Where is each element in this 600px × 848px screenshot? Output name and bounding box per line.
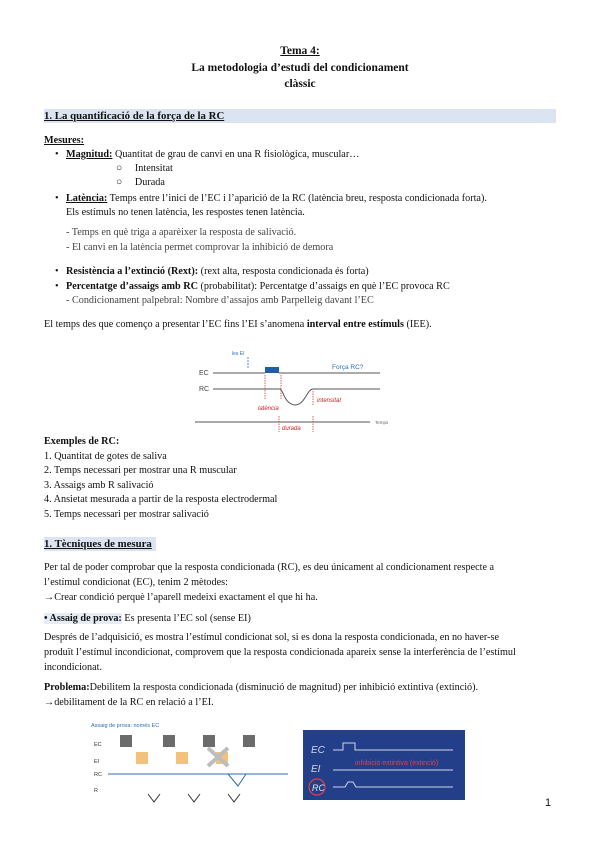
problema-line-1: Problema:Debilitem la resposta condicionada (disminució de magnitud) per inhibició extintiva (extinció). (44, 682, 479, 693)
diagram1-label-intensitat: intensitat (317, 398, 342, 404)
diagram2-row-r: R (94, 788, 98, 794)
diagram3-label-ec: EC (311, 745, 325, 756)
exemple-item-5: 5. Temps necessari per mostrar salivació (44, 509, 209, 520)
percentatge-note: - Condicionament palpebral: Nombre d’assajos amb Parpelleig davant l’EC (66, 295, 374, 306)
diagram3-label-ei: EI (311, 764, 321, 775)
diagram2-row-ei: EI (94, 759, 100, 765)
diagram-latency-intensity (195, 346, 410, 432)
diagram2-row-ec: EC (94, 742, 102, 748)
diagram1-label-durada: durada (282, 426, 301, 432)
diagram-inhibicio-extintiva (303, 730, 465, 800)
latencia-note-1: - Temps en què triga a aparèixer la resposta de salivació. (66, 227, 297, 238)
diagram1-label-ec: EC (199, 370, 209, 377)
diagram-assaig-de-prova (88, 720, 293, 810)
latencia-line-2: Els estímuls no tenen latència, les respostes tenen latència. (66, 207, 305, 218)
intro-line-2: l’estímul condicionat (EC), tenim 2 mètodes: (44, 577, 228, 588)
exemples-heading: Exemples de RC: (44, 436, 120, 447)
sub-item-intensitat: ○ Intensitat (116, 163, 173, 174)
bullet-latencia: • Latència: Temps entre l’inici de l’EC i l’aparició de la RC (latència breu, resposta condicionada forta). (66, 192, 586, 205)
page-number: 1 (545, 797, 552, 809)
diagram1-rc-curve (213, 389, 380, 405)
assaig-de-prova: • Assaig de prova: Es presenta l’EC sol (sense EI) (44, 613, 251, 624)
diagram2-title: Assaig de prova: només EC (91, 723, 160, 729)
page-title (0, 44, 600, 59)
diagram1-label-latencia: latència (258, 406, 279, 412)
title-line-2: La metodologia d’estudi del condicionament (191, 62, 409, 74)
sub-item-durada: ○ Durada (116, 177, 165, 188)
diagram2-row-rc: RC (94, 772, 102, 778)
diagram1-label-forca: Força RC? (332, 364, 364, 371)
desc-line-3: incondicionat. (44, 662, 102, 673)
intro-line-3: →Crear condició perquè l’aparell medeixi exactament el que hi ha. (44, 592, 318, 603)
exemple-item-4: 4. Ansietat mesurada a partir de la resposta electrodermal (44, 494, 278, 505)
iee-paragraph: El temps des que començo a presentar l’EC fins l’EI s’anomena interval entre estímuls (IEE). (44, 319, 432, 330)
exemple-item-2: 2. Temps necessari per mostrar una R muscular (44, 465, 237, 476)
title-line-1: Tema 4: (280, 45, 320, 57)
bullet-magnitud: • Magnitud: Quantitat de grau de canvi en una R fisiològica, muscular… (66, 148, 586, 161)
desc-line-1: Després de l’adquisició, es mostra l’estímul condicionat sol, si es dona la resposta condicionada, en no haver-se (44, 632, 499, 643)
problema-line-2: →debilitament de la RC en relació a l’EI. (44, 697, 214, 708)
exemple-item-3: 3. Assaigs amb R salivació (44, 480, 154, 491)
section-heading-2: 1. Tècniques de mesura (44, 537, 156, 551)
bullet-percentatge: • Percentatge d’assaigs amb RC (probabilitat): Percentatge d’assaigs en què l’EC provoca RC (66, 280, 586, 293)
section-heading-1: 1. La quantificació de la força de la RC (44, 109, 556, 123)
desc-line-2: produït l’estímul incondicionat, comprovem que la resposta condicionada apareix sense la interferència de l’estímul (44, 647, 516, 658)
exemple-item-1: 1. Quantitat de gotes de saliva (44, 451, 167, 462)
diagram3-label-rc: RC (312, 783, 325, 793)
latencia-note-2: - El canvi en la latència permet comprovar la inhibició de demora (66, 242, 334, 253)
bullet-resistencia: • Resistència a l’extinció (Rext): (rext alta, resposta condicionada és forta) (66, 265, 586, 278)
intro-line-1: Per tal de poder comprobar que la resposta condicionada (RC), es deu únicament al condicionament respecte a (44, 562, 495, 573)
diagram1-label-rc: RC (199, 386, 210, 393)
diagram1-label-top: les EI (232, 351, 245, 357)
diagram3-annotation: inhibició extintiva (extinció) (355, 760, 439, 767)
diagram1-label-temps: Temps (375, 420, 389, 425)
title-line-3: clàssic (284, 78, 316, 90)
mesures-label: Mesures: (44, 135, 84, 146)
diagram1-ec-pulse (265, 367, 279, 373)
